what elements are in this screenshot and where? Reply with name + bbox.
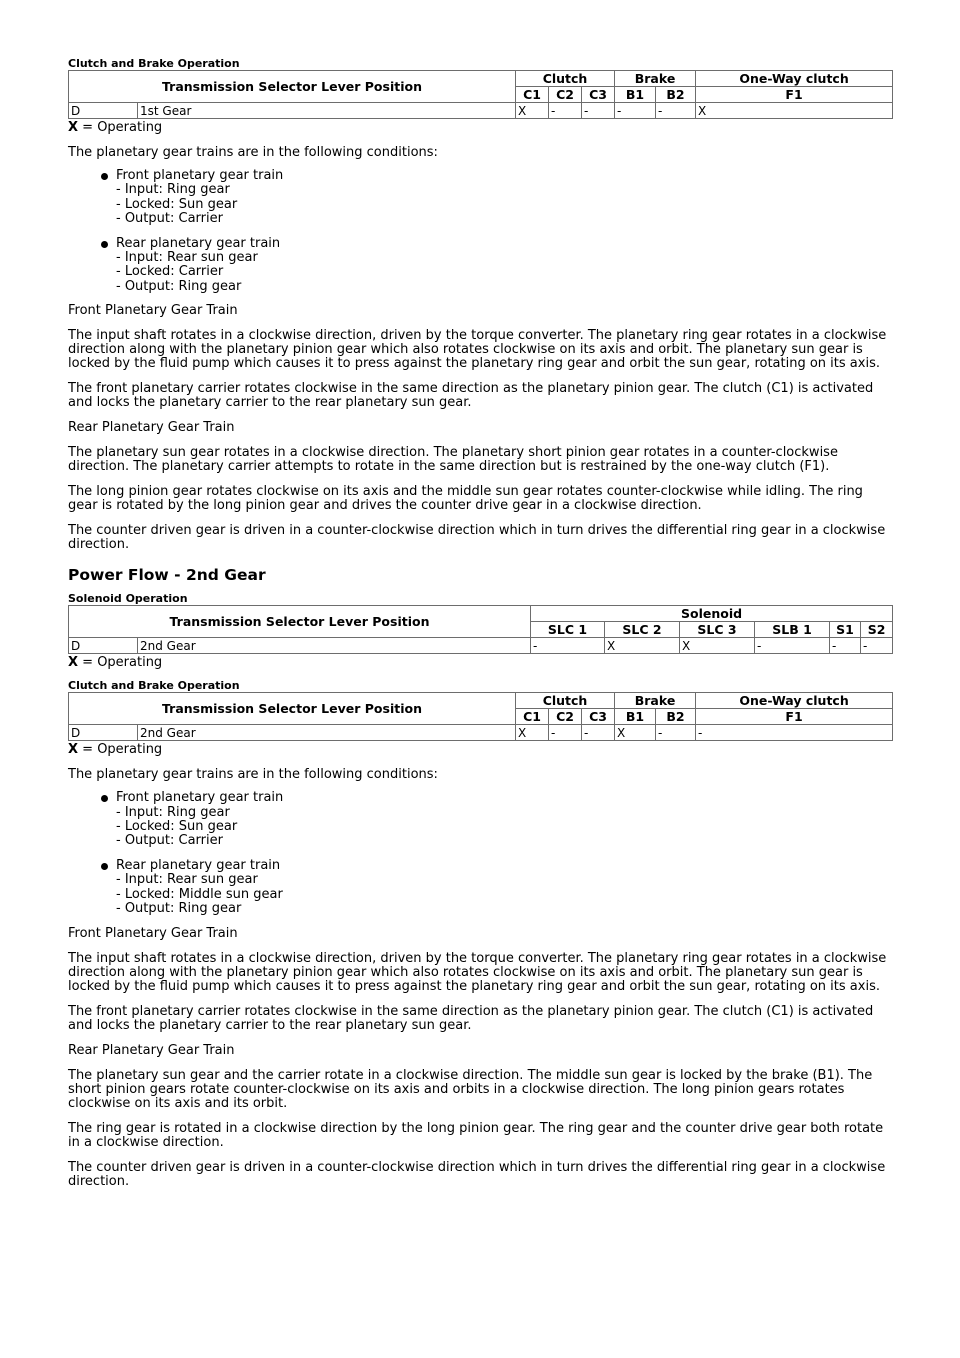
operating-legend: X = Operating [68,120,163,135]
column-header: Transmission Selector Lever Position [69,693,516,725]
paragraph: The counter driven gear is driven in a counter-clockwise direction which in turn drives the differential ring gear in a clockwise direction. [68,1159,886,1189]
clutch-brake-table-1st [68,70,893,119]
operating-legend: X = Operating [68,655,163,671]
table-cell: - [696,725,893,741]
subheading: Front Planetary Gear Train [68,303,238,319]
conditions-intro: The planetary gear trains are in the following conditions: [68,145,438,160]
column-header: F1 [696,709,893,725]
bullet-icon [101,173,108,180]
table-cell: D [69,725,138,741]
table-cell: D [69,103,138,119]
gear-train-list [68,791,892,916]
column-header: One-Way clutch [696,693,893,709]
table-cell: 1st Gear [138,103,516,119]
column-header: B1 [615,87,656,103]
column-header: Brake [615,693,696,709]
column-header: Clutch [516,693,615,709]
clutch-brake-caption: Clutch and Brake Operation [68,57,240,70]
column-header: B2 [656,709,696,725]
clutch-brake-table-2nd [68,692,893,741]
table-cell: X [605,638,680,654]
column-header: C3 [582,709,615,725]
solenoid-table [68,605,893,654]
table-cell: - [582,725,615,741]
column-header: S2 [861,622,893,638]
operating-legend: X = Operating [68,742,163,758]
table-cell: X [696,103,893,119]
list-item: Front planetary gear train - Input: Ring gear - Locked: Sun gear - Output: Carrier [68,791,892,849]
table-cell: X [516,725,549,741]
bullet-icon [101,241,108,248]
paragraph: The ring gear is rotated in a clockwise direction by the long pinion gear. The ring gear and the counter drive gear both rotate in a clockwise direction. [68,1120,884,1150]
table-cell: - [830,638,861,654]
paragraph: The long pinion gear rotates clockwise on its axis and the middle sun gear rotates counter-clockwise while idling. The ring gear is rotated by the long pinion gear and drives the counter drive gear in a clockwise direction. [68,484,863,514]
column-header: Transmission Selector Lever Position [69,606,531,638]
table-header-row [69,606,893,622]
paragraph: The planetary sun gear rotates in a clockwise direction. The planetary short pinion gear rotates in a counter-clockwise direction. The planetary carrier attempts to rotate in the same direction but is restrained by the one-way clutch (F1). [68,445,838,475]
paragraph: The front planetary carrier rotates clockwise in the same direction as the planetary pinion gear. The clutch (C1) is activated and locks the planetary carrier to the rear planetary sun gear. [68,1003,874,1033]
list-item: Rear planetary gear train - Input: Rear sun gear - Locked: Carrier - Output: Ring gear [68,237,892,295]
list-item: Rear planetary gear train - Input: Rear sun gear - Locked: Middle sun gear - Output: Ring gear [68,859,892,917]
column-header: Solenoid [531,606,893,622]
column-header: C3 [582,87,615,103]
table-row [69,725,893,741]
column-header: SLB 1 [755,622,830,638]
column-header: F1 [696,87,893,103]
subheading: Front Planetary Gear Train [68,925,238,941]
subheading: Rear Planetary Gear Train [68,1042,235,1058]
table-cell: X [615,725,656,741]
clutch-brake-caption: Clutch and Brake Operation [68,679,240,693]
column-header: Transmission Selector Lever Position [69,71,516,103]
column-header: C2 [549,87,582,103]
table-cell: - [656,103,696,119]
subheading: Rear Planetary Gear Train [68,420,235,436]
table-cell: - [656,725,696,741]
column-header: One-Way clutch [696,71,893,87]
table-cell: D [69,638,138,654]
gear-train-list [68,169,892,294]
column-header: SLC 2 [605,622,680,638]
table-cell: 2nd Gear [138,725,516,741]
column-header: B1 [615,709,656,725]
table-header-row [69,693,893,709]
table-cell: - [549,103,582,119]
paragraph: The input shaft rotates in a clockwise direction, driven by the torque converter. The planetary ring gear rotates in a clockwise direction along with the planetary pinion gear which also rotates clockwise on its axis and orbit. The planetary sun gear is locked by the fluid pump which causes it to press against the planetary ring gear and orbit the sun gear, rotating on its axis. [68,950,887,994]
column-header: Clutch [516,71,615,87]
list-item: Front planetary gear train - Input: Ring gear - Locked: Sun gear - Output: Carrier [68,169,892,227]
solenoid-caption: Solenoid Operation [68,592,188,606]
table-cell: - [531,638,605,654]
bullet-icon [101,863,108,870]
table-cell: - [755,638,830,654]
table-cell: - [615,103,656,119]
paragraph: The front planetary carrier rotates clockwise in the same direction as the planetary pinion gear. The clutch (C1) is activated and locks the planetary carrier to the rear planetary sun gear. [68,381,874,411]
column-header: Brake [615,71,696,87]
paragraph: The input shaft rotates in a clockwise direction, driven by the torque converter. The planetary ring gear rotates in a clockwise direction along with the planetary pinion gear which also rotates clockwise on its axis and orbit. The planetary sun gear is locked by the fluid pump which causes it to press against the planetary ring gear and orbit the sun gear, rotating on its axis. [68,328,887,372]
table-cell: X [680,638,755,654]
paragraph: The counter driven gear is driven in a counter-clockwise direction which in turn drives the differential ring gear in a clockwise direction. [68,523,886,553]
table-cell: - [582,103,615,119]
table-cell: - [861,638,893,654]
table-header-row [69,71,893,87]
table-cell: - [549,725,582,741]
table-cell: X [516,103,549,119]
column-header: C1 [516,709,549,725]
table-row [69,638,893,654]
table-cell: 2nd Gear [138,638,531,654]
column-header: B2 [656,87,696,103]
column-header: SLC 1 [531,622,605,638]
bullet-icon [101,795,108,802]
table-row [69,103,893,119]
paragraph: The planetary sun gear and the carrier rotate in a clockwise direction. The middle sun gear is locked by the brake (B1). The short pinion gears rotate counter-clockwise on its axis and orbits in a clockwise direction. The long pinion gears rotates clockwise on its axis and its orbit. [68,1067,873,1111]
column-header: C1 [516,87,549,103]
document-page [68,57,892,1189]
section-heading: Power Flow - 2nd Gear [68,566,266,585]
column-header: SLC 3 [680,622,755,638]
conditions-intro: The planetary gear trains are in the following conditions: [68,767,438,783]
column-header: C2 [549,709,582,725]
column-header: S1 [830,622,861,638]
